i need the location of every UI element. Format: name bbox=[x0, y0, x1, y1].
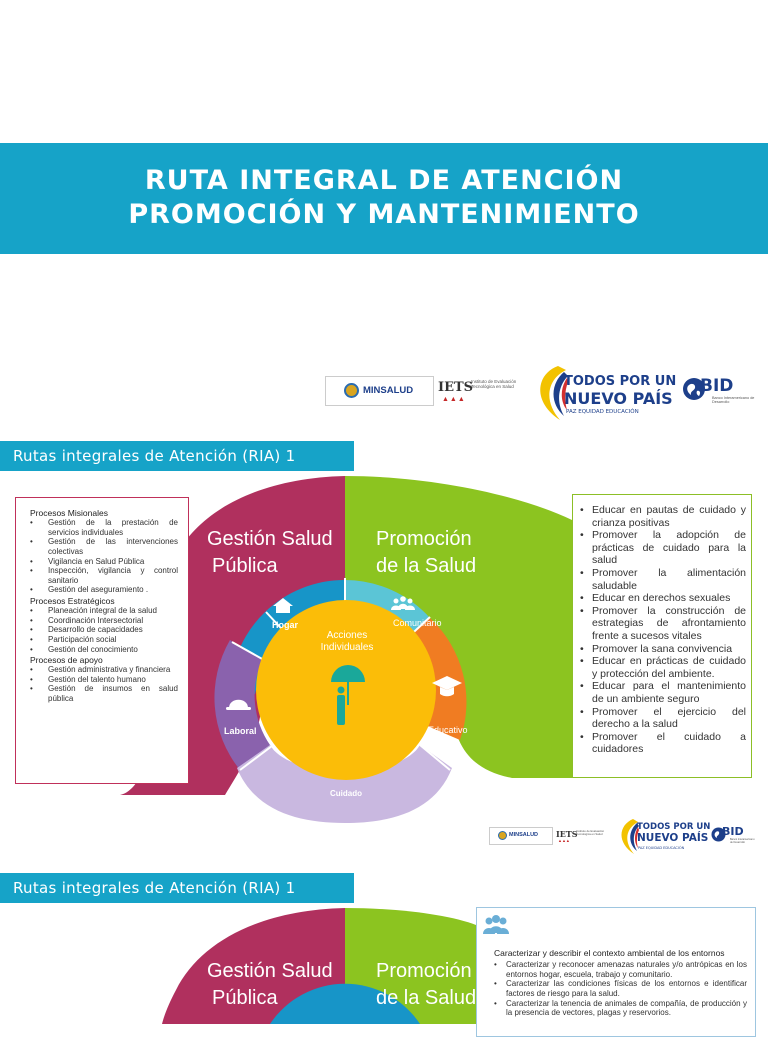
bid-logo: BID Banco Interamericano de Desarrollo bbox=[682, 374, 757, 410]
group-heading: Procesos Estratégicos bbox=[30, 595, 115, 606]
list-item: • Gestión del conocimiento bbox=[30, 645, 178, 655]
group-heading: Procesos de apoyo bbox=[30, 655, 103, 666]
iets-logo: IETS ▲▲▲ Instituto de Evaluación Tecnológica en Salud bbox=[438, 379, 517, 403]
minsalud-logo: MINSALUD bbox=[489, 827, 553, 845]
label-hogar: Hogar bbox=[272, 620, 299, 630]
list-item: • Educar en pautas de cuidado y crianza positivas bbox=[578, 504, 746, 529]
left-title-line-2: Pública bbox=[212, 555, 278, 577]
list-item: • Promover el cuidado a cuidadores bbox=[578, 731, 746, 756]
list-item: • Caracterizar la tenencia de animales de compañía, de producción y la presencia de vectores, plagas y reservorios. bbox=[494, 999, 747, 1018]
right-title-line-1: Promoción bbox=[376, 960, 472, 982]
label-laboral: Laboral bbox=[224, 726, 257, 736]
label-cuidado: Cuidado bbox=[330, 789, 362, 798]
center-label-line-1: Acciones bbox=[326, 630, 368, 641]
left-title-line-1: Gestión Salud bbox=[207, 528, 333, 550]
iets-mark-icon: ▲▲▲ bbox=[442, 396, 466, 403]
list-item: • Gestión de las intervenciones colectivas bbox=[30, 537, 178, 556]
contexto-ambiental-box bbox=[476, 907, 756, 1037]
section-title-1: Rutas integrales de Atención (RIA) 1 bbox=[0, 441, 354, 471]
list-item: • Caracterizar las condiciones físicas de los entornos e identificar factores de riesgo para la salud. bbox=[494, 979, 747, 998]
label-educativo: Educativo bbox=[428, 725, 468, 735]
list-item: • Educar en derechos sexuales bbox=[578, 592, 746, 605]
people-group-icon bbox=[481, 913, 511, 939]
page-title-line-2: PROMOCIÓN Y MANTENIMIENTO bbox=[128, 199, 640, 230]
list-item: • Caracterizar y reconocer amenazas naturales y/o antrópicas en los entornos hogar, escuela, trabajo y comunitario. bbox=[494, 960, 747, 979]
list-item: • Gestión del talento humano bbox=[30, 675, 178, 685]
list-item: • Promover la sana convivencia bbox=[578, 643, 746, 656]
list-item: • Educar en prácticas de cuidado y protección del ambiente. bbox=[578, 655, 746, 680]
list-item: • Promover la construcción de estrategias de afrontamiento frente a sucesos vitales bbox=[578, 605, 746, 643]
center-label-line-2: Individuales bbox=[320, 642, 374, 653]
box-heading: Caracterizar y describir el contexto ambiental de los entornos bbox=[494, 948, 725, 958]
group-heading: Procesos Misionales bbox=[30, 508, 108, 518]
left-title-line-1: Gestión Salud bbox=[207, 960, 333, 982]
list-item: • Promover la adopción de prácticas de cuidado para la salud bbox=[578, 529, 746, 567]
list-item: • Desarrollo de capacidades bbox=[30, 625, 178, 635]
list-item: • Gestión del aseguramiento . bbox=[30, 585, 178, 595]
right-title-line-1: Promoción bbox=[376, 528, 472, 550]
label-comunitario: Comunitario bbox=[393, 618, 442, 628]
minsalud-logo: MINSALUD bbox=[325, 376, 434, 406]
list-item: • Coordinación Intersectorial bbox=[30, 616, 178, 626]
list-item: • Vigilancia en Salud Pública bbox=[30, 557, 178, 567]
iets-mark-icon: ▲▲▲ bbox=[558, 838, 570, 843]
list-item: • Participación social bbox=[30, 635, 178, 645]
list-item: • Gestión administrativa y financiera bbox=[30, 665, 178, 675]
list-item: • Gestión de insumos en salud pública bbox=[30, 684, 178, 703]
list-item: • Gestión de la prestación de servicios individuales bbox=[30, 518, 178, 537]
list-item: • Promover la alimentación saludable bbox=[578, 567, 746, 592]
left-title-line-2: Pública bbox=[212, 987, 278, 1009]
iets-logo: IETS ▲▲▲ Instituto de Evaluación Tecnológica en Salud bbox=[556, 829, 605, 843]
bid-logo: BID Banco Interamericano de Desarrollo bbox=[711, 825, 756, 849]
list-item: • Inspección, vigilancia y control sanitario bbox=[30, 566, 178, 585]
page-title-line-1: RUTA INTEGRAL DE ATENCIÓN bbox=[144, 165, 624, 196]
todos-por-un-nuevo-pais-logo: TODOS POR UN NUEVO PAÍS PAZ EQUIDAD EDUCACIÓN bbox=[615, 815, 705, 857]
todos-por-un-nuevo-pais-logo: TODOS POR UN NUEVO PAÍS PAZ EQUIDAD EDUCACIÓN bbox=[530, 360, 670, 425]
list-item: • Planeación integral de la salud bbox=[30, 606, 178, 616]
right-title-line-2: de la Salud bbox=[376, 987, 477, 1009]
list-item: • Promover el ejercicio del derecho a la salud bbox=[578, 706, 746, 731]
right-title-line-2: de la Salud bbox=[376, 555, 477, 577]
list-item: • Educar para el mantenimiento de un ambiente seguro bbox=[578, 680, 746, 705]
section-title-2: Rutas integrales de Atención (RIA) 1 bbox=[0, 873, 354, 903]
